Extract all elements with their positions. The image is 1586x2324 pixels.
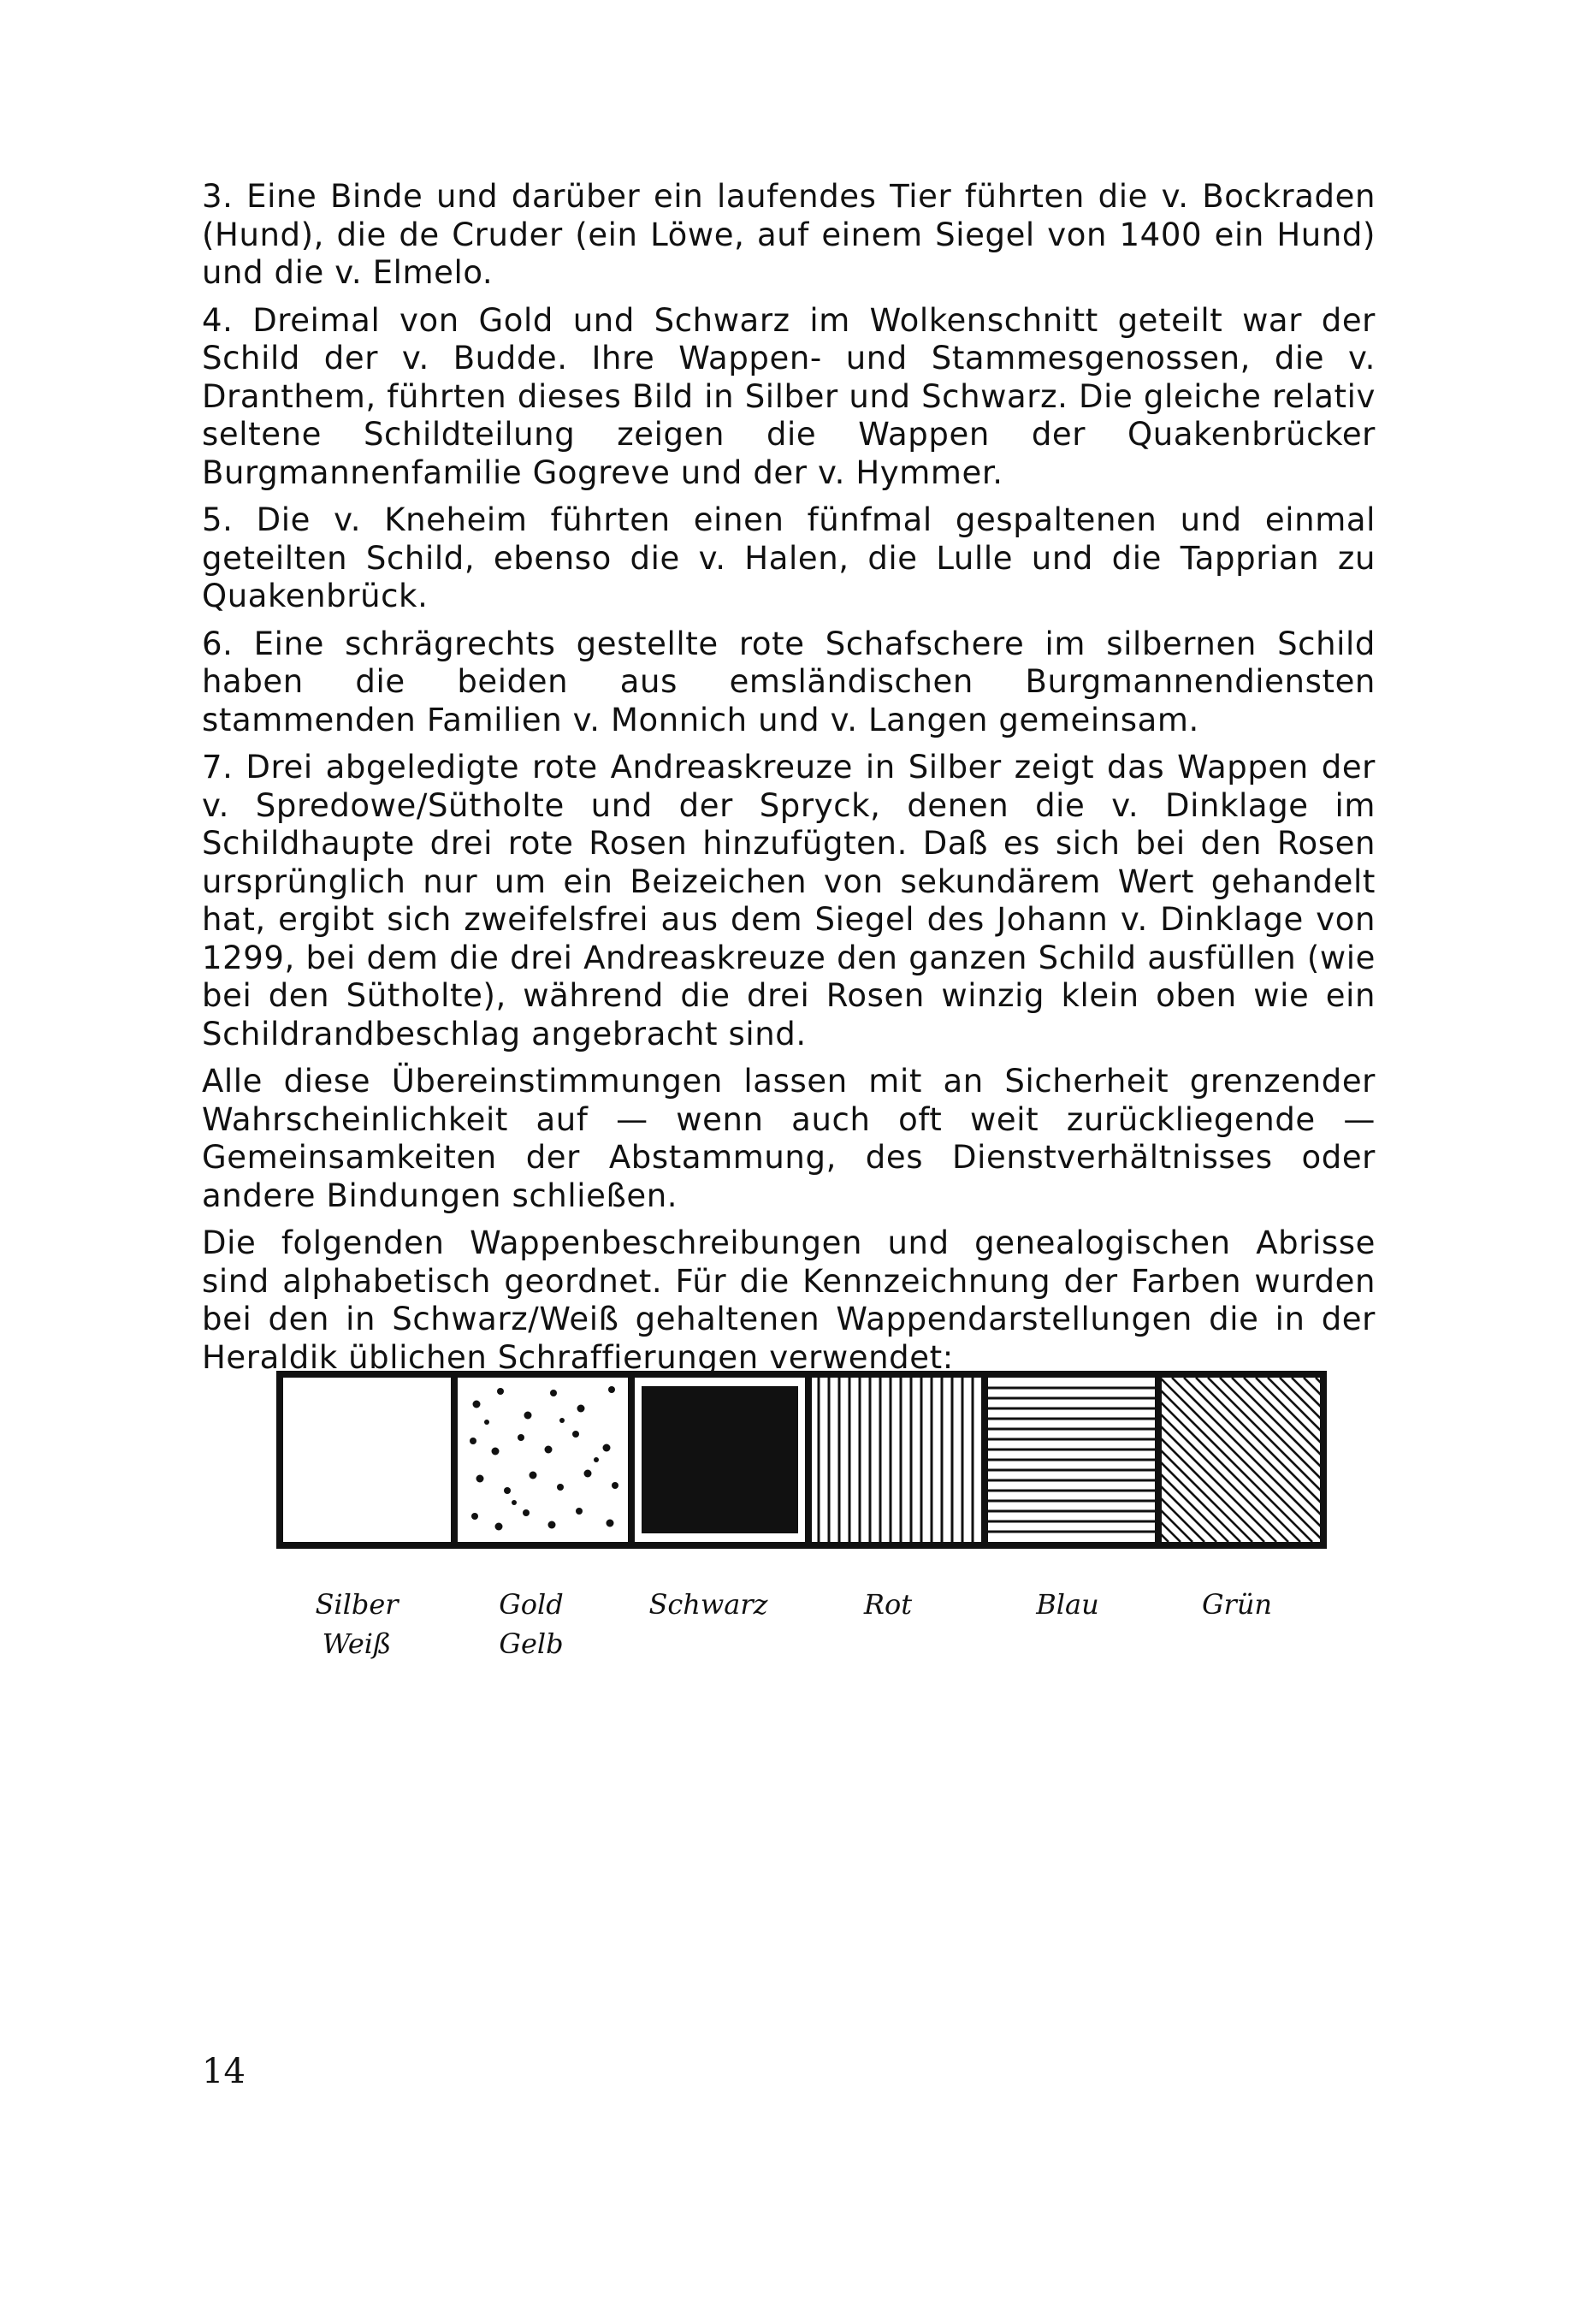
paragraph-6: 6. Eine schrägrechts gestellte rote Schafschere im silbernen Schild haben die beiden aus emsländischen Burgmannendiensten stammenden Familien v. Monnich und v. Langen gemeinsam. <box>202 625 1376 738</box>
legend-schwarz <box>623 1585 794 1624</box>
swatch-schwarz <box>631 1378 808 1542</box>
body-text <box>202 178 1376 1386</box>
legend-schwarz-line1: Schwarz <box>648 1588 768 1621</box>
legend-blau-line1: Blau <box>1036 1588 1099 1621</box>
legend-blau <box>982 1585 1153 1624</box>
swatch-blau <box>985 1378 1158 1542</box>
paragraph-4: 4. Dreimal von Gold und Schwarz im Wolkenschnitt geteilt war der Schild der v. Budde. Ihre Wappen- und Stammesgenossen, die v. Dranthem, führten dieses Bild in Silber und Schwarz. Die gleiche relativ seltene Schildteilung zeigen die Wappen der Quakenbrücker Burgmannenfamilie Gogreve und der v. Hymmer. <box>202 301 1376 491</box>
page-number: 14 <box>202 2052 246 2091</box>
paragraph-7: 7. Drei abgeledigte rote Andreaskreuze in Silber zeigt das Wappen der v. Spredowe/Sütholte und der Spryck, denen die v. Dinklage im Schildhaupte drei rote Rosen hinzufügten. Daß es sich bei den Rosen ursprünglich nur um ein Beizeichen von sekundärem Wert gehandelt hat, ergibt sich zweifelsfrei aus dem Siegel des Johann v. Dinklage von 1299, bei dem die drei Andreaskreuze den ganzen Schild ausfüllen (wie bei den Sütholte), während die drei Rosen winzig klein oben wie ein Schildrandbeschlag angebracht sind. <box>202 749 1376 1052</box>
swatch-silber <box>283 1378 454 1542</box>
swatch-rot <box>808 1378 985 1542</box>
paragraph-hatching-intro: Die folgenden Wappenbeschreibungen und genealogischen Abrisse sind alphabetisch geordnet. Für die Kennzeichnung der Farben wurden bei den in Schwarz/Weiß gehaltenen Wappendarstellungen die in der Heraldik üblichen Schraffierungen verwendet: <box>202 1224 1376 1376</box>
legend-silber-line2: Weiß <box>322 1627 392 1660</box>
legend-silber-line1: Silber <box>315 1588 399 1621</box>
tincture-legend <box>0 1585 1586 1679</box>
legend-gruen <box>1151 1585 1323 1624</box>
legend-rot <box>802 1585 973 1624</box>
swatch-gold <box>454 1378 631 1542</box>
legend-silber <box>271 1585 442 1663</box>
tincture-hatching-chart <box>271 1366 1332 1554</box>
paragraph-3: 3. Eine Binde und darüber ein laufendes Tier führten die v. Bockraden (Hund), die de Cruder (ein Löwe, auf einem Siegel von 1400 ein Hund) und die v. Elmelo. <box>202 178 1376 291</box>
legend-gold-line1: Gold <box>499 1588 564 1621</box>
legend-rot-line1: Rot <box>863 1588 913 1621</box>
legend-gruen-line1: Grün <box>1201 1588 1273 1621</box>
legend-gold-line2: Gelb <box>499 1627 564 1660</box>
paragraph-conclusion: Alle diese Übereinstimmungen lassen mit an Sicherheit grenzender Wahrscheinlichkeit auf — wenn auch oft weit zurückliegende — Gemeinsamkeiten der Abstammung, des Dienstverhältnisses oder andere Bindungen schließen. <box>202 1063 1376 1214</box>
paragraph-5: 5. Die v. Kneheim führten einen fünfmal gespaltenen und einmal geteilten Schild, ebenso die v. Halen, die Lulle und die Tapprian zu Quakenbrück. <box>202 501 1376 614</box>
legend-gold <box>446 1585 617 1663</box>
